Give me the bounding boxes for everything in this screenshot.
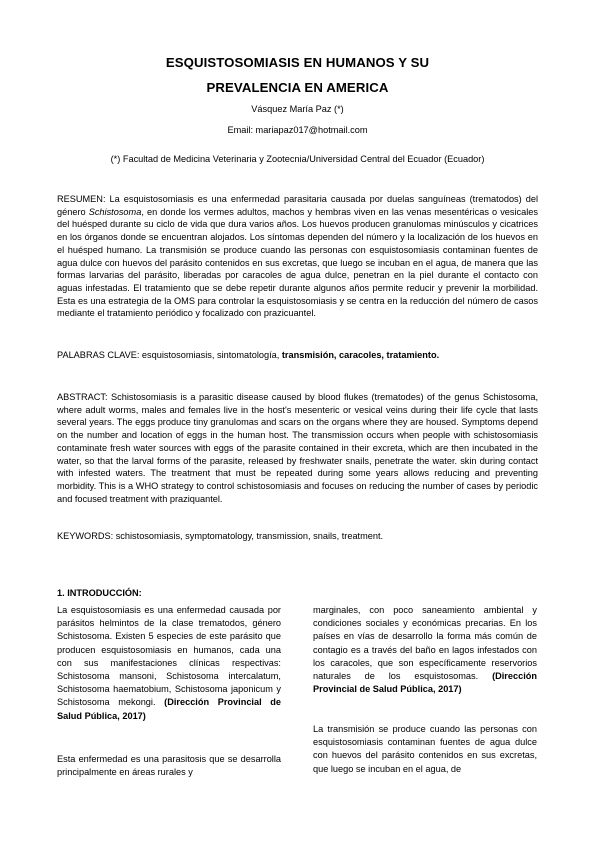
resumen-paragraph [57,193,538,320]
author-email: Email: mariapaz017@hotmail.com [227,125,368,135]
resumen-text-a: La esquistosomiasis es una enfermedad parasitaria causada por duelas sanguíneas (trematodos) del género [57,194,538,217]
palabras-clave [57,349,538,362]
resumen-genus: Schistosoma [88,206,142,217]
author-affiliation: (*) Facultad de Medicina Veterinaria y Zootecnia/Universidad Central del Ecuador (Ecuador) [110,154,485,164]
intro-right-paragraph-1 [313,604,537,696]
intro-left-p1-citation: (Dirección Provincial de Salud Pública, 2017) [57,697,281,721]
intro-right-p1-citation: (Dirección Provincial de Salud Pública, 2017) [313,671,537,695]
resumen-label: RESUMEN: [57,194,106,204]
intro-right-paragraph-2: La transmisión se produce cuando las personas con esquistosomiasis contaminan fuentes de agua dulce con huevos del parásito contenidos en sus excretas, que luego se incuban en el agua, de [313,724,537,774]
keywords: KEYWORDS: schistosomiasis, symptomatology, transmission, snails, treatment. [57,531,384,541]
paper-title-line-1: ESQUISTOSOMIASIS EN HUMANOS Y SU [165,55,430,70]
intro-left-paragraph-2: Esta enfermedad es una parasitosis que se desarrolla principalmente en áreas rurales y [57,754,281,778]
intro-left-p1-text: La esquistosomiasis es una enfermedad causada por parásitos helmintos de la clase trematodos, género Schistosoma. Existen 5 especies de este parásito que producen esquistosomiasis en humanos, cada una con sus manifestaciones clínicas respectivas: Schistosoma mansoni, Schistosoma intercalatum, Schistosoma haematobium, Schistosoma japonicum y Schistosoma mekongi. [57,605,281,708]
intro-right-p1-text: marginales, con poco saneamiento ambiental y condiciones sociales y económicas precarias. En los países en vías de desarrollo la forma más común de contagio es a través del baño en lagos infestados con los caracoles, que son específicamente reservorios naturales de los esquistosomas. [313,605,537,682]
section-heading-introduccion: 1. INTRODUCCIÓN: [57,588,142,598]
abstract-paragraph: ABSTRACT: Schistosomiasis is a parasitic disease caused by blood flukes (trematodes) of the genus Schistosoma, where adult worms, males and females live in the host's mesenteric or vesical veins during their life cycle that lasts several years. The eggs produce tiny granulomas and scars on the organs where they are housed. Symptoms depend on the number and location of eggs in the human host. The transmission occurs when people with schistosomiasis contaminate fresh water sources with eggs of the parasite contained in their excreta, which are then incubated in the water, so that the larval forms of the parasite, released by freshwater snails, penetrate the water. skin during contact with infested waters. The treatment that must be repeated during some years allows reducing and preventing morbidity. This is a WHO strategy to control schistosomiasis and focuses on reducing the number of cases by periodic and focused treatment with praziquantel. [57,392,538,504]
palabras-clave-bold: transmisión, caracoles, tratamiento. [281,350,440,360]
resumen-text-b: , en donde los vermes adultos, machos y hembras viven en las venas mesentéricas o vesicales del huésped durante su ciclo de vida que dura varios años. Los huevos producen granulomas minúsculos y cicatrices en los órganos donde se encuentran alojados. Los síntomas dependen del número y la localización de los huevos en el huésped humano. La transmisión se produce cuando las personas con esquistosomiasis contaminan fuentes de agua dulce con huevos del parásito contenidos en sus excretas, que luego se incuban en el agua, de manera que las formas larvarias del parásito, liberadas por caracoles de agua dulce, penetran en la piel durante el contacto con aguas infestadas. El tratamiento que se debe repetir durante algunos años permite reducir y prevenir la morbilidad. Esta es una estrategia de la OMS para controlar la esquistosomiasis y se centra en la reducción del número de casos mediante el tratamiento periódico y focalizado con prazicuantel. [57,206,538,319]
paper-title-line-2: PREVALENCIA EN AMERICA [206,80,389,95]
author-name: Vásquez María Paz (*) [251,104,344,114]
intro-left-paragraph-1 [57,604,281,723]
palabras-clave-plain: PALABRAS CLAVE: esquistosomiasis, sintomatología, [57,350,282,360]
